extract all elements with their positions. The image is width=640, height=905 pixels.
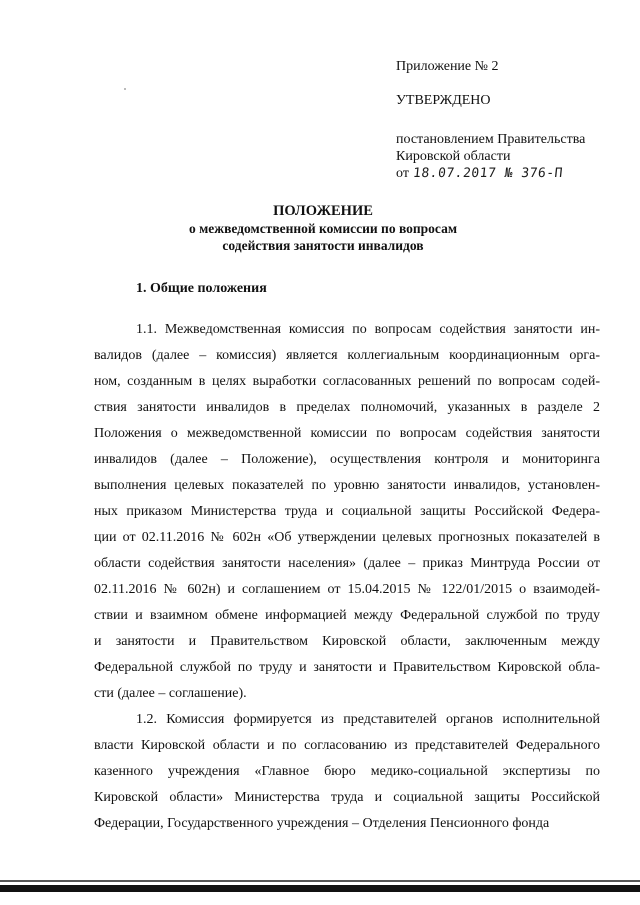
- scan-speck: [124, 88, 126, 90]
- paragraph-line: области содействия занятости населения» (далее – приказ Минтруда России от: [94, 556, 600, 571]
- scan-edge-line: [0, 880, 640, 882]
- decree-line-2: Кировской области: [396, 149, 511, 164]
- decree-line-1: постановлением Правительства: [396, 132, 586, 147]
- title-line-1: о межведомственной комиссии по вопросам: [188, 221, 458, 236]
- scan-edge-bar: [0, 885, 640, 892]
- document-body: [94, 317, 600, 837]
- paragraph-line: власти Кировской области и по согласованию из представителей Федерального: [94, 738, 600, 753]
- paragraph: [94, 317, 600, 707]
- paragraph-line: 1.2. Комиссия формируется из представителей органов исполнительной: [136, 712, 600, 727]
- paragraph-line: 1.1. Межведомственная комиссия по вопросам содействия занятости ин-: [136, 322, 600, 337]
- paragraph-line: Положения о межведомственной комиссии по вопросам содействия занятости: [94, 426, 600, 441]
- paragraph-line: Федеральной службой по труду и занятости и Правительством Кировской обла-: [94, 660, 600, 675]
- section-heading: 1. Общие положения: [136, 281, 267, 296]
- approved-stamp-text: УТВЕРЖДЕНО: [396, 93, 491, 108]
- paragraph-line: казенного учреждения «Главное бюро медико-социальной экспертизы по: [94, 764, 600, 779]
- paragraph-line: инвалидов (далее – Положение), осуществления контроля и мониторинга: [94, 452, 600, 467]
- title-main: ПОЛОЖЕНИЕ: [273, 203, 373, 219]
- date-prefix: от: [396, 166, 409, 181]
- paragraph-line: Кировской области» Министерства труда и социальной защиты Российской: [94, 790, 600, 805]
- paragraph-line: Федерации, Государственного учреждения – Отделения Пенсионного фонда: [94, 816, 550, 831]
- title-line-2: содействия занятости инвалидов: [222, 238, 424, 253]
- paragraph-line: сти (далее – соглашение).: [94, 686, 247, 701]
- paragraph-line: ных приказом Министерства труда и социальной защиты Российской Федера-: [94, 504, 600, 519]
- paragraph-line: ном, созданным в целях выработки согласованных решений по вопросам содей-: [94, 374, 600, 389]
- paragraph-line: ствии и взаимном обмене информацией между Федеральной службой по труду: [94, 608, 600, 623]
- handwritten-date-number: 18.07.2017 № 376-П: [412, 166, 564, 181]
- paragraph: [94, 707, 600, 837]
- paragraph-line: ствия занятости инвалидов в пределах полномочий, указанных в разделе 2: [94, 400, 600, 415]
- paragraph-line: выполнения целевых показателей по уровню занятости инвалидов, установлен-: [94, 478, 600, 493]
- paragraph-line: 02.11.2016 № 602н) и соглашением от 15.04.2015 № 122/01/2015 о взаимодей-: [94, 582, 600, 597]
- appendix-number: Приложение № 2: [396, 59, 499, 74]
- paragraph-line: и занятости и Правительством Кировской области, заключенным между: [94, 634, 600, 649]
- paragraph-line: валидов (далее – комиссия) является коллегиальным координационным орга-: [94, 348, 600, 363]
- paragraph-line: ции от 02.11.2016 № 602н «Об утверждении целевых прогнозных показателей в: [94, 530, 600, 545]
- decree-date-line: [396, 165, 626, 182]
- document-title: [150, 203, 496, 254]
- approval-header: [396, 58, 626, 182]
